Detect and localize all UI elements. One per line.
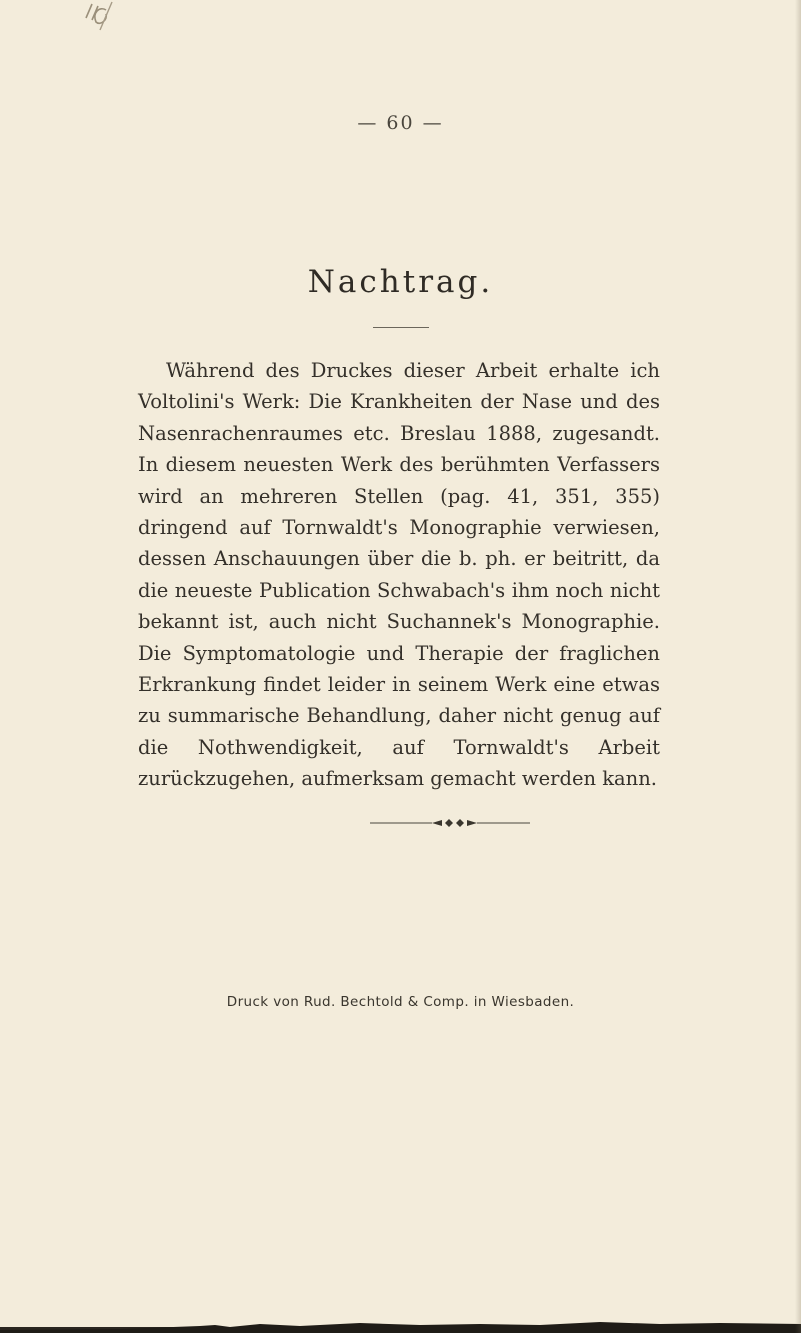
page-bottom-edge — [0, 1316, 801, 1333]
printer-imprint: Druck von Rud. Bechtold & Comp. in Wiesbaden. — [226, 994, 575, 1010]
page-edge-shadow — [795, 0, 801, 1333]
ornamental-divider — [370, 818, 530, 828]
handwritten-pencil-mark — [0, 0, 130, 40]
heading-rule — [373, 327, 429, 328]
page-number: — 60 — — [357, 112, 444, 134]
body-paragraph: Während des Druckes dieser Arbeit erhalte ich Voltolini's Werk: Die Krankheiten der Nase und des Nasenrachenraumes etc. Breslau 1888, zugesandt. In diesem neuesten Werk des berühmten Verfassers wird an mehreren Stellen (pag. 41, 351, 355) dringend auf Tornwaldt's Monographie verwiesen, dessen Anschauungen über die b. ph. er beitritt, da die neueste Publication Schwabach's ihm noch nicht bekannt ist, auch nicht Suchannek's Monographie. Die Symptomatologie und Therapie der fraglichen Erkrankung findet leider in seinem Werk eine etwas zu summarische Behandlung, daher nicht genug auf die Nothwendigkeit, auf Tornwaldt's Arbeit zurückzugehen, aufmerksam gemacht werden kann. — [138, 359, 660, 791]
section-heading: Nachtrag. — [307, 264, 494, 300]
body-paragraph-block — [138, 355, 660, 795]
